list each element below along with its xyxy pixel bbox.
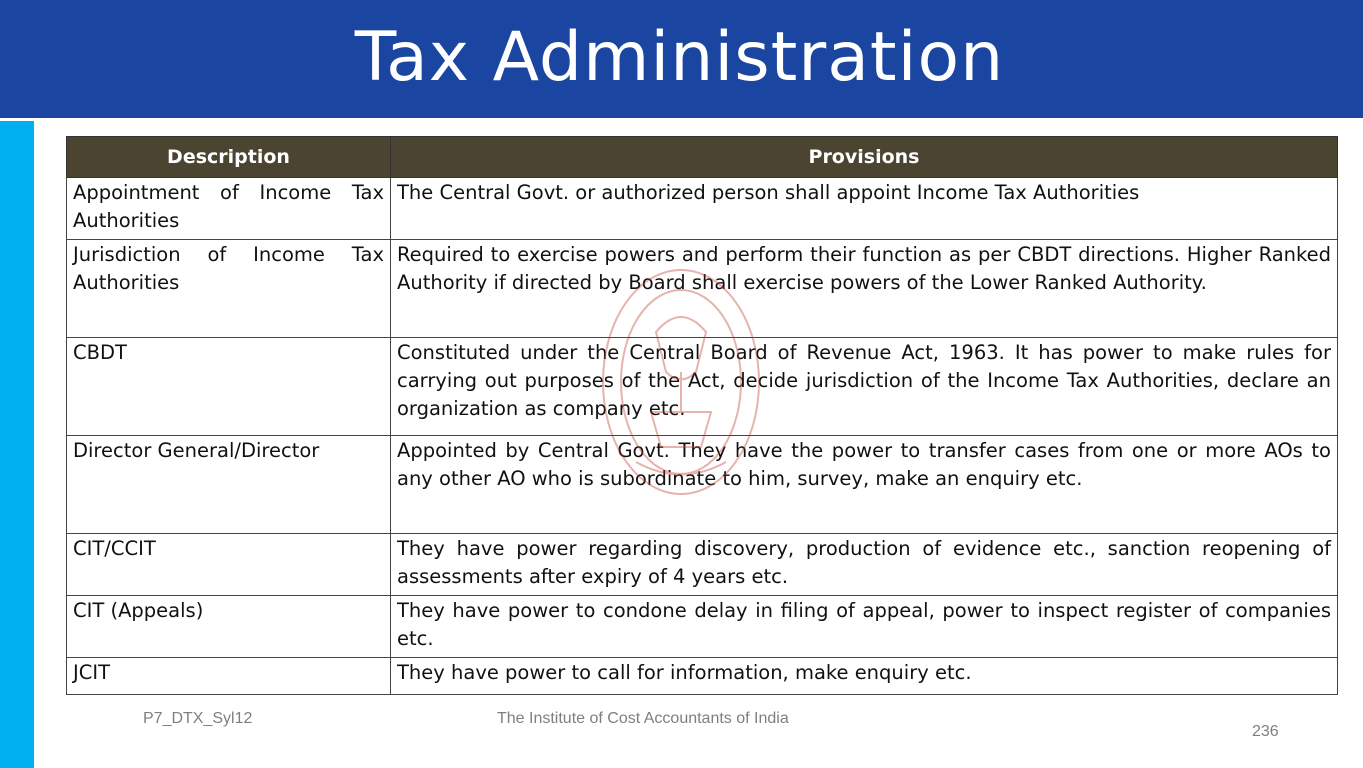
row-description: Director General/Director <box>67 436 391 534</box>
table-row <box>67 178 1338 240</box>
table-row <box>67 658 1338 695</box>
row-description: Appointment of Income Tax Authorities <box>67 178 391 240</box>
table-row <box>67 596 1338 658</box>
table-row <box>67 436 1338 534</box>
slide-header <box>0 0 1363 118</box>
slide-title: Tax Administration <box>354 17 1005 97</box>
row-provision: Appointed by Central Govt. They have the power to transfer cases from one or more AOs to any other AO who is subordinate to him, survey, make an enquiry etc. <box>391 436 1338 534</box>
table-header-row <box>67 137 1338 178</box>
table-row <box>67 534 1338 596</box>
row-provision: Required to exercise powers and perform their function as per CBDT directions. Higher Ranked Authority if directed by Board shall exercise powers of the Lower Ranked Authority. <box>391 240 1338 338</box>
row-provision: They have power to call for information, make enquiry etc. <box>391 658 1338 695</box>
header-provisions: Provisions <box>391 137 1338 178</box>
row-description: JCIT <box>67 658 391 695</box>
table-row <box>67 338 1338 436</box>
table-row <box>67 240 1338 338</box>
row-provision: Constituted under the Central Board of Revenue Act, 1963. It has power to make rules for carrying out purposes of the Act, decide jurisdiction of the Income Tax Authorities, declare an organization as company etc. <box>391 338 1338 436</box>
row-description: Jurisdiction of Income Tax Authorities <box>67 240 391 338</box>
row-description: CIT/CCIT <box>67 534 391 596</box>
row-provision: They have power regarding discovery, production of evidence etc., sanction reopening of assessments after expiry of 4 years etc. <box>391 534 1338 596</box>
footer-course-code: P7_DTX_Syl12 <box>143 710 253 727</box>
footer-institute-name: The Institute of Cost Accountants of India <box>497 710 789 727</box>
header-description: Description <box>67 137 391 178</box>
row-provision: The Central Govt. or authorized person shall appoint Income Tax Authorities <box>391 178 1338 240</box>
row-provision: They have power to condone delay in filing of appeal, power to inspect register of companies etc. <box>391 596 1338 658</box>
row-description: CIT (Appeals) <box>67 596 391 658</box>
row-description: CBDT <box>67 338 391 436</box>
provisions-table <box>66 136 1338 695</box>
footer-page-number: 236 <box>1252 723 1279 740</box>
left-accent-bar <box>0 121 34 768</box>
